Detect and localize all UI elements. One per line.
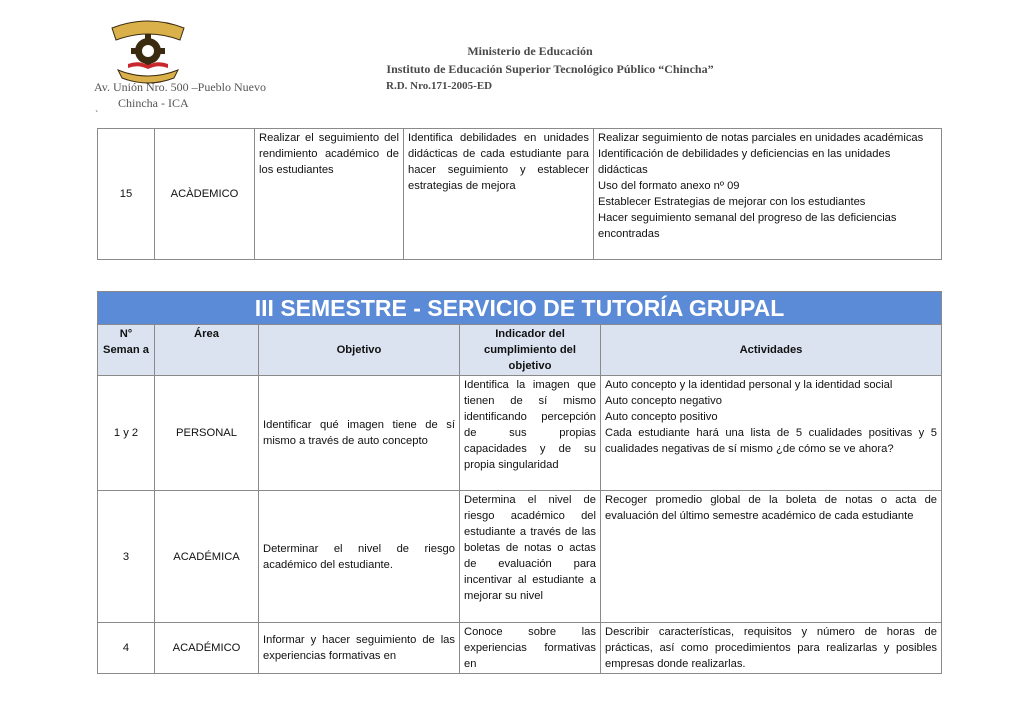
activities-cell xyxy=(601,623,942,674)
week-cell: 15 xyxy=(98,129,155,260)
activity-item: Cada estudiante hará una lista de 5 cualidades positivas y 5 cualidades negativas de sí mismo ¿de cómo se ve ahora? xyxy=(605,427,938,455)
header-row xyxy=(98,325,942,376)
activity-item: Recoger promedio global de la boleta de notas o acta de evaluación del último semestre académico de cada estudiante xyxy=(605,494,938,522)
table-title: III SEMESTRE - SERVICIO DE TUTORÍA GRUPAL xyxy=(98,292,942,325)
area-cell: ACADÉMICO xyxy=(155,623,259,674)
indicator-cell: Conoce sobre las experiencias formativas en xyxy=(460,623,601,674)
table-row xyxy=(98,376,942,491)
activity-item: Auto concepto positivo xyxy=(605,411,718,423)
week-cell: 3 xyxy=(98,491,155,623)
header-week: N° Seman a xyxy=(98,325,155,376)
activity-item: Identificación de debilidades y deficiencias en las unidades didácticas xyxy=(598,148,891,176)
city: Chincha - ICA xyxy=(118,96,189,110)
objective-cell: Identificar qué imagen tiene de sí mismo a través de auto concepto xyxy=(259,376,460,491)
ministry-title: Ministerio de Educación xyxy=(467,44,593,58)
header-objective: Objetivo xyxy=(259,325,460,376)
activity-item: Establecer Estrategias de mejorar con los estudiantes xyxy=(598,196,866,208)
header-indicator: Indicador del cumplimiento del objetivo xyxy=(460,325,601,376)
gear-book-emblem-icon xyxy=(108,18,188,84)
activity-item: Hacer seguimiento semanal del progreso de las deficiencias encontradas xyxy=(598,212,897,240)
tutoring-table xyxy=(97,291,942,674)
table-row xyxy=(98,129,942,260)
activity-item: Describir características, requisitos y número de horas de prácticas, así como procedimientos para realizarlas y posibles empresas donde realizarlas. xyxy=(605,626,938,670)
area-cell: ACADÉMICA xyxy=(155,491,259,623)
institute-logo xyxy=(108,18,188,84)
objective-cell: Realizar el seguimiento del rendimiento académico de los estudiantes xyxy=(255,129,404,260)
table-row xyxy=(98,491,942,623)
header-area: Área xyxy=(155,325,259,376)
stray-mark: ` xyxy=(95,110,99,121)
continuation-table xyxy=(97,128,942,260)
address: Av. Unión Nro. 500 –Pueblo Nuevo xyxy=(94,80,266,94)
header-activities: Actividades xyxy=(601,325,942,376)
objective-cell: Determinar el nivel de riesgo académico del estudiante. xyxy=(259,491,460,623)
activity-item: Uso del formato anexo nº 09 xyxy=(598,180,740,192)
activity-item: Auto concepto negativo xyxy=(605,395,722,407)
institute-title: Instituto de Educación Superior Tecnológico Público “Chincha” xyxy=(386,62,714,76)
activity-item: Auto concepto y la identidad personal y la identidad social xyxy=(605,379,893,391)
indicator-cell: Determina el nivel de riesgo académico del estudiante a través de las boletas de notas o actas de evaluación para incentivar al estudiante a mejorar su nivel xyxy=(460,491,601,623)
area-cell: PERSONAL xyxy=(155,376,259,491)
activities-cell xyxy=(601,491,942,623)
indicator-cell: Identifica la imagen que tienen de sí mismo identificando percepción de sus propias capacidades y de su propia singularidad xyxy=(460,376,601,491)
objective-cell: Informar y hacer seguimiento de las experiencias formativas en xyxy=(259,623,460,674)
resolution-number: R.D. Nro.171-2005-ED xyxy=(386,80,493,92)
week-cell: 1 y 2 xyxy=(98,376,155,491)
week-cell: 4 xyxy=(98,623,155,674)
activities-cell xyxy=(594,129,942,260)
activities-cell xyxy=(601,376,942,491)
table-row xyxy=(98,623,942,674)
area-cell: ACÀDEMICO xyxy=(155,129,255,260)
indicator-cell: Identifica debilidades en unidades didácticas de cada estudiante para hacer seguimiento y establecer estrategias de mejora xyxy=(404,129,594,260)
activity-item: Realizar seguimiento de notas parciales en unidades académicas xyxy=(598,132,924,144)
